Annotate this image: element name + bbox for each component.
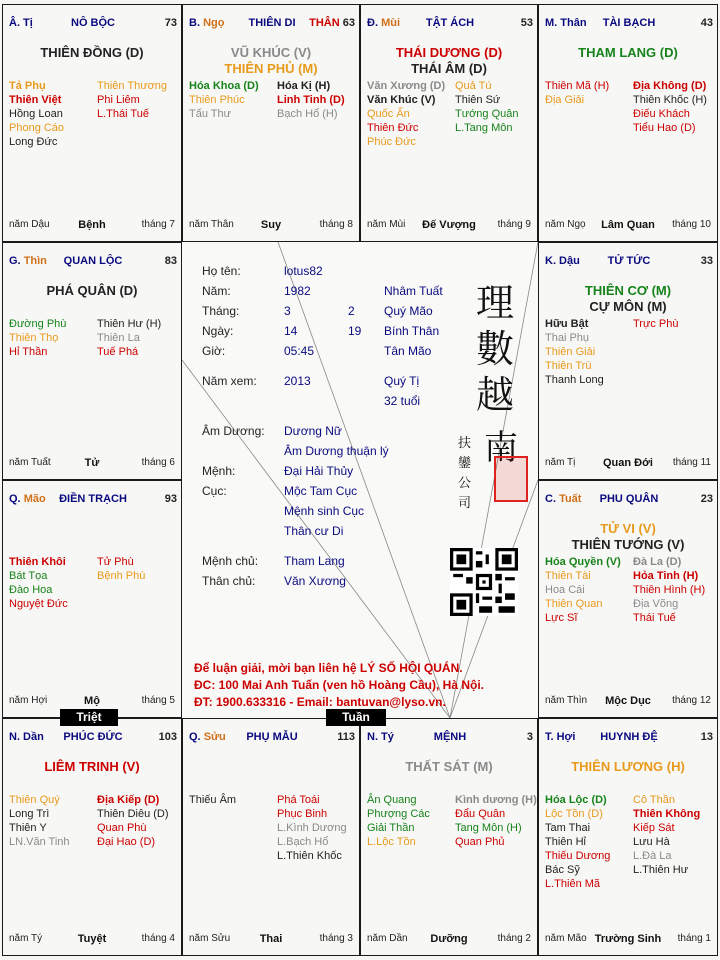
palace-year: năm Dần [367, 933, 408, 944]
value-day-solar: 14 [284, 324, 298, 338]
palace-year: năm Tuất [9, 457, 51, 468]
palace-month: tháng 1 [677, 933, 711, 944]
palace-month: tháng 2 [497, 933, 531, 944]
palace-stage: Suy [260, 219, 282, 231]
star-column-right [277, 79, 360, 121]
label-view-year: Năm xem: [202, 374, 257, 388]
palace-month: tháng 3 [319, 933, 353, 944]
calligraphy-seal [458, 272, 528, 542]
minor-star: Phá Toái [277, 794, 320, 806]
star-column-right [97, 555, 182, 583]
main-star: THAM LANG (D) [578, 45, 678, 60]
minor-star: Hóa Lộc (D) [545, 794, 607, 806]
palace-number: 53 [520, 17, 533, 29]
palace-mao[interactable] [2, 480, 182, 718]
minor-star: Quả Tú [455, 80, 492, 92]
tuan-badge: Tuần [326, 709, 386, 726]
calligraphy-sub-char: 扶 [458, 436, 472, 451]
palace-month: tháng 6 [141, 457, 175, 468]
minor-star: Tử Phù [97, 556, 134, 568]
main-stars [539, 759, 717, 775]
label-menh-chu: Mệnh chủ: [202, 554, 259, 568]
palace-number: 3 [526, 731, 533, 743]
star-column-left [9, 555, 97, 611]
star-column-right [97, 317, 182, 359]
star-column-right [455, 793, 538, 849]
palace-name: HUYNH ĐỆ [600, 731, 658, 743]
palace-month: tháng 9 [497, 219, 531, 230]
value-amduong-2: Âm Dương thuận lý [284, 444, 389, 458]
palace-number: 43 [700, 17, 713, 29]
palace-month: tháng 7 [141, 219, 175, 230]
palace-stage: Dưỡng [430, 933, 468, 945]
minor-star: Hóa Khoa (D) [189, 80, 259, 92]
contact-address: ĐC: 100 Mai Anh Tuấn (ven hồ Hoàng Cầu), Hà Nội. [194, 678, 485, 692]
value-cuc-2: Mệnh sinh Cục [284, 504, 365, 518]
minor-star: Điếu Khách [633, 108, 690, 120]
minor-star: Thai Phụ [545, 332, 590, 344]
minor-star: Tiểu Hao (D) [633, 122, 696, 134]
minor-star: Hoa Cái [545, 584, 585, 596]
red-seal-stamp-icon [494, 456, 528, 502]
minor-star: Giải Thần [367, 822, 415, 834]
minor-star: Thiên Hư (H) [97, 318, 162, 330]
palace-branch: T. Hợi [545, 731, 576, 743]
minor-star: Phi Liêm [97, 94, 140, 106]
palace-year: năm Tị [545, 457, 576, 468]
calligraphy-char: 越 [476, 373, 515, 417]
value-day-lunar: Bính Thân [384, 324, 440, 338]
palace-branch: Q. Mão [9, 493, 46, 505]
palace-name: PHỤ MẪU [246, 731, 298, 743]
than-marker: THÂN [309, 17, 340, 29]
main-stars [3, 759, 181, 775]
calligraphy-sub-char: 公 [458, 476, 472, 491]
minor-star: Đẩu Quân [455, 808, 506, 820]
value-month-lunar: Quý Mão [384, 304, 433, 318]
palace-number: 113 [337, 731, 355, 743]
palace-year: năm Thân [189, 219, 234, 230]
palace-number: 33 [700, 255, 713, 267]
minor-star: Địa Không (D) [633, 80, 707, 92]
palace-name: MỆNH [433, 731, 467, 743]
palace-stage: Quan Đới [603, 457, 653, 469]
palace-branch: Q. Sửu [189, 731, 226, 743]
minor-star: Quan Phù [97, 822, 147, 834]
minor-star: Thiên Trù [545, 360, 592, 372]
minor-star: Tam Thai [545, 822, 591, 834]
palace-year: năm Mão [545, 933, 587, 944]
minor-star: Địa Giải [545, 94, 585, 106]
palace-name: NÔ BỘC [71, 17, 115, 29]
palace-branch: Đ. Mùi [367, 17, 401, 29]
main-star: THIÊN PHỦ (M) [224, 61, 318, 76]
minor-star: Kình dương (H) [455, 794, 537, 806]
value-menh-chu: Tham Lang [284, 554, 345, 568]
palace-name: PHÚC ĐỨC [63, 731, 123, 743]
minor-star: Lưu Hà [633, 836, 670, 848]
star-column-right [277, 793, 360, 863]
palace-mui[interactable] [360, 4, 538, 242]
palace-year: năm Hợi [9, 695, 48, 706]
minor-star: Tướng Quân [455, 108, 519, 120]
minor-star: Tấu Thư [189, 108, 232, 120]
minor-star: Tả Phụ [9, 80, 46, 92]
value-year-solar: 1982 [284, 284, 311, 298]
label-menh: Mệnh: [202, 464, 236, 478]
minor-star: Thiên Quan [545, 598, 603, 610]
star-column-left [545, 317, 633, 387]
minor-star: Thiên Thọ [9, 332, 59, 344]
minor-star: L.Kình Dương [277, 822, 347, 834]
main-stars [3, 45, 181, 61]
minor-star: Thanh Long [545, 374, 604, 386]
star-column-left [367, 79, 455, 149]
palace-stage: Tuyệt [77, 933, 107, 945]
palace-number: 13 [700, 731, 713, 743]
palace-name: QUAN LỘC [63, 255, 123, 267]
minor-star: Long Trì [9, 808, 50, 820]
palace-stage: Mộ [84, 695, 100, 707]
main-star: THIÊN ĐỒNG (D) [40, 45, 144, 60]
minor-star: Quốc Ấn [367, 108, 410, 120]
main-star: THIÊN TƯỚNG (V) [571, 537, 685, 552]
palace-month: tháng 12 [672, 695, 711, 706]
value-age: 32 tuổi [384, 394, 421, 408]
main-star: THIÊN LƯƠNG (H) [571, 759, 685, 774]
value-cuc-3: Thân cư Di [284, 524, 344, 538]
value-than-chu: Văn Xương [284, 574, 346, 588]
minor-star: Bác Sỹ [545, 864, 580, 876]
minor-star: Ân Quang [367, 794, 417, 806]
minor-star: Thiên Quý [9, 794, 60, 806]
palace-month: tháng 10 [672, 219, 711, 230]
palace-branch: B. Ngọ [189, 17, 225, 29]
palace-month: tháng 5 [141, 695, 175, 706]
star-column-right [633, 793, 718, 877]
palace-name: TẬT ÁCH [425, 17, 475, 29]
calligraphy-sub-char: 鑾 [458, 456, 472, 471]
minor-star: Bát Tọa [9, 570, 48, 582]
palace-branch: N. Dần [9, 731, 44, 743]
palace-name: ĐIỀN TRẠCH [59, 493, 127, 505]
minor-star: Kiếp Sát [633, 822, 675, 834]
palace-than[interactable] [538, 4, 718, 242]
minor-star: Hỉ Thần [9, 346, 48, 358]
minor-star: Phúc Đức [367, 136, 416, 148]
minor-star: Nguyệt Đức [9, 598, 68, 610]
palace-name: TỬ TỨC [607, 255, 651, 267]
minor-star: Phong Cáo [9, 122, 65, 134]
minor-star: Thiên Giải [545, 346, 596, 358]
minor-star: Thiên Hỉ [545, 836, 586, 848]
main-star: LIÊM TRINH (V) [44, 759, 140, 774]
palace-number: 23 [700, 493, 713, 505]
minor-star: L.Thiên Hư [633, 864, 689, 876]
contact-line: Để luận giải, mời bạn liên hệ LÝ SỐ HỘI QUÁN. [194, 661, 463, 675]
palace-dau[interactable] [538, 242, 718, 480]
minor-star: L.Thái Tuế [97, 108, 149, 120]
calligraphy-char: 理 [476, 281, 515, 325]
minor-star: Thiên Y [9, 822, 47, 834]
main-star: PHÁ QUÂN (D) [46, 283, 138, 298]
palace-name: TÀI BẠCH [602, 17, 656, 29]
value-view-year: 2013 [284, 374, 311, 388]
palace-ty[interactable] [360, 718, 538, 956]
value-view-year-lunar: Quý Tị [384, 374, 420, 388]
star-column-left [189, 793, 277, 807]
star-column-right [633, 555, 718, 625]
contact-phone-email[interactable]: ĐT: 1900.633316 - Email: bantuvan@lyso.vn. [194, 695, 446, 709]
minor-star: Đà La (D) [633, 556, 682, 568]
palace-stage: Lâm Quan [601, 219, 655, 231]
palace-tuat[interactable] [538, 480, 718, 718]
palace-ngo[interactable] [182, 4, 360, 242]
minor-star: Bạch Hổ (H) [277, 108, 338, 120]
label-amduong: Âm Dương: [202, 424, 265, 438]
main-stars [183, 45, 359, 77]
main-stars [361, 45, 537, 77]
star-column-right [633, 79, 718, 135]
minor-star: Địa Kiếp (D) [97, 794, 160, 806]
minor-star: Thiên Phúc [189, 94, 245, 106]
palace-thin[interactable] [2, 242, 182, 480]
main-star: THÁI ÂM (D) [411, 61, 487, 76]
star-column-left [545, 555, 633, 625]
minor-star: Thiên Sứ [455, 94, 501, 106]
minor-star: L.Thiên Mã [545, 878, 601, 890]
label-cuc: Cục: [202, 484, 227, 498]
contact-info [194, 660, 534, 711]
main-stars [3, 283, 181, 299]
value-month-lunar-num: 2 [348, 304, 355, 318]
palace-ti[interactable] [2, 4, 182, 242]
label-month: Tháng: [202, 304, 240, 318]
palace-year: năm Sửu [189, 933, 231, 944]
minor-star: Lộc Tồn (D) [545, 808, 603, 820]
minor-star: Hỏa Tinh (H) [633, 570, 699, 582]
palace-number: 73 [164, 17, 177, 29]
palace-year: năm Tý [9, 933, 43, 944]
value-hour-solar: 05:45 [284, 344, 315, 358]
palace-branch: M. Thân [545, 17, 587, 29]
star-column-left [367, 793, 455, 849]
palace-name: THIÊN DI [248, 17, 296, 29]
minor-star: Văn Xương (D) [367, 80, 446, 92]
main-stars [361, 759, 537, 775]
main-star: CỰ MÔN (M) [589, 299, 667, 314]
main-star: THẤT SÁT (M) [405, 759, 493, 774]
minor-star: Thái Tuế [633, 612, 676, 624]
minor-star: Long Đức [9, 136, 58, 148]
palace-stage: Bệnh [78, 219, 106, 231]
calligraphy-sub-char: 司 [458, 496, 472, 511]
minor-star: Thiên Khốc (H) [633, 94, 707, 106]
minor-star: Hồng Loan [9, 108, 63, 120]
label-name: Họ tên: [202, 264, 241, 278]
palace-year: năm Mùi [367, 219, 406, 230]
label-hour: Giờ: [202, 344, 226, 358]
minor-star: Phượng Các [367, 808, 430, 820]
minor-star: Thiên La [97, 332, 140, 344]
palace-month: tháng 11 [672, 457, 711, 468]
calligraphy-char: 數 [476, 327, 515, 371]
label-year: Năm: [202, 284, 231, 298]
minor-star: Thiếu Âm [189, 794, 237, 806]
center-info-panel [182, 242, 538, 718]
minor-star: Thiên Khôi [9, 556, 66, 568]
minor-star: L.Tang Môn [455, 122, 513, 134]
star-column-left [545, 793, 633, 891]
minor-star: Linh Tinh (D) [277, 94, 345, 106]
minor-star: Phục Binh [277, 808, 328, 820]
minor-star: Địa Võng [633, 598, 679, 610]
minor-star: Trực Phù [633, 318, 679, 330]
palace-year: năm Dậu [9, 219, 50, 230]
calligraphy-char: 南 [484, 428, 518, 468]
qr-code-icon[interactable] [450, 548, 518, 616]
palace-year: năm Thìn [545, 695, 588, 706]
palace-stage: Thai [259, 933, 283, 945]
minor-star: Văn Khúc (V) [367, 94, 436, 106]
minor-star: Hóa Kị (H) [277, 80, 331, 92]
minor-star: Thiên Hình (H) [633, 584, 706, 596]
label-than-chu: Thân chủ: [202, 574, 256, 588]
palace-number: 83 [164, 255, 177, 267]
main-stars [539, 521, 717, 553]
palace-branch: K. Dậu [545, 255, 580, 267]
label-day: Ngày: [202, 324, 234, 338]
minor-star: Quan Phủ [455, 836, 505, 848]
palace-number: 93 [164, 493, 177, 505]
main-stars [539, 283, 717, 315]
minor-star: Thiên Đức [367, 122, 419, 134]
minor-star: L.Đà La [633, 850, 672, 862]
minor-star: Đào Hoa [9, 584, 53, 596]
main-star: THÁI DƯƠNG (D) [395, 45, 503, 60]
value-hour-lunar: Tân Mão [384, 344, 432, 358]
palace-number: THÂN 63 [309, 17, 355, 29]
value-month-solar: 3 [284, 304, 291, 318]
minor-star: Cô Thần [633, 794, 675, 806]
star-column-left [9, 793, 97, 849]
palace-dan[interactable] [2, 718, 182, 956]
minor-star: Tuế Phá [97, 346, 139, 358]
value-amduong-1: Dương Nữ [284, 424, 342, 438]
triet-badge: Triệt [60, 709, 118, 726]
minor-star: Đại Hao (D) [97, 836, 156, 848]
star-column-left [545, 79, 633, 107]
minor-star: Tang Môn (H) [455, 822, 522, 834]
minor-star: Thiên Thương [97, 80, 168, 92]
minor-star: L.Bạch Hổ [277, 836, 329, 848]
main-star: VŨ KHÚC (V) [230, 45, 312, 60]
palace-branch: N. Tý [367, 731, 394, 743]
palace-branch: Â. Tị [9, 17, 33, 29]
value-name: lotus82 [284, 264, 323, 278]
minor-star: Thiếu Dương [545, 850, 611, 862]
star-column-left [189, 79, 277, 121]
minor-star: Thiên Không [633, 808, 701, 820]
palace-branch: C. Tuất [545, 493, 582, 505]
minor-star: Thiên Tài [545, 570, 591, 582]
minor-star: L.Thiên Khốc [277, 850, 342, 862]
star-column-right [97, 79, 182, 121]
palace-month: tháng 4 [141, 933, 175, 944]
main-star: THIÊN CƠ (M) [584, 283, 672, 298]
star-column-right [97, 793, 182, 849]
palace-stage: Trường Sinh [594, 933, 662, 945]
star-column-left [9, 79, 97, 149]
palace-branch: G. Thìn [9, 255, 47, 267]
palace-suu[interactable] [182, 718, 360, 956]
minor-star: Lực Sĩ [545, 612, 578, 624]
value-menh: Đại Hải Thủy [284, 464, 354, 478]
minor-star: Thiên Diêu (D) [97, 808, 169, 820]
minor-star: Thiên Mã (H) [545, 80, 610, 92]
main-stars [539, 45, 717, 61]
minor-star: Bệnh Phù [97, 570, 146, 582]
minor-star: Đường Phù [9, 318, 67, 330]
palace-stage: Tử [84, 457, 100, 469]
palace-number: 103 [158, 731, 177, 743]
palace-hoi[interactable] [538, 718, 718, 956]
minor-star: LN.Văn Tinh [9, 836, 70, 848]
palace-month: tháng 8 [319, 219, 353, 230]
main-star: TỬ VI (V) [600, 521, 656, 536]
minor-star: Hữu Bật [545, 318, 589, 330]
star-column-left [9, 317, 97, 359]
value-day-lunar-num: 19 [348, 324, 362, 338]
star-column-right [633, 317, 718, 331]
value-cuc-1: Mộc Tam Cục [284, 484, 358, 498]
palace-stage: Đế Vượng [422, 219, 476, 231]
star-column-right [455, 79, 538, 135]
palace-name: PHU QUÂN [599, 493, 659, 505]
minor-star: Hóa Quyền (V) [545, 556, 621, 568]
minor-star: Thiên Việt [9, 94, 62, 106]
value-year-lunar: Nhâm Tuất [384, 284, 443, 298]
minor-star: L.Lộc Tồn [367, 836, 416, 848]
palace-stage: Mộc Dục [605, 695, 651, 707]
palace-year: năm Ngọ [545, 219, 586, 230]
